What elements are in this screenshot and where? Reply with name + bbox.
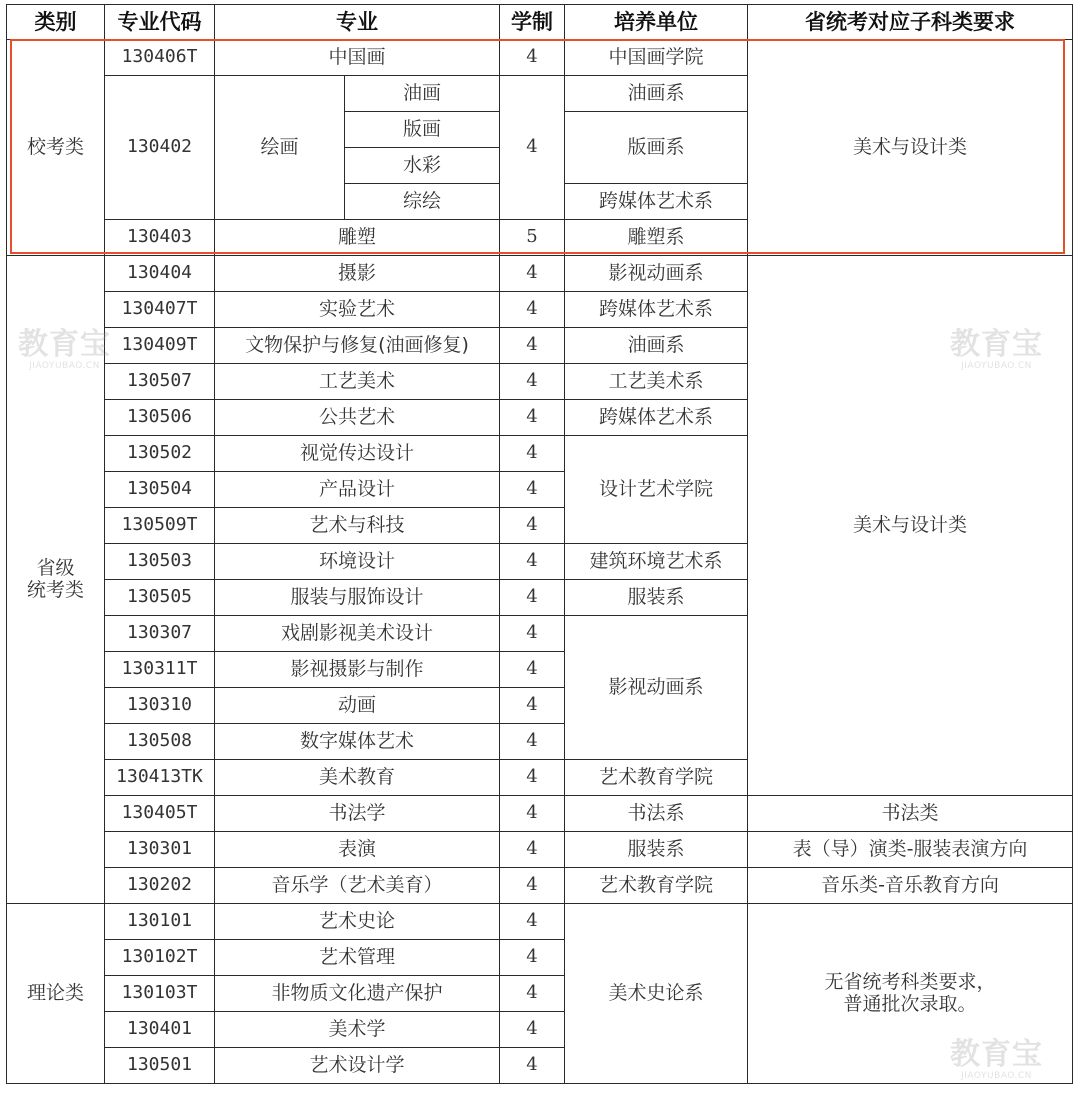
major-cell: 环境设计 [215, 544, 500, 580]
table-row [7, 40, 1073, 76]
code-cell: 130402 [105, 76, 215, 220]
requirement-cell [748, 904, 1073, 1084]
code-cell: 130501 [105, 1048, 215, 1084]
major-cell: 中国画 [215, 40, 500, 76]
code-cell: 130102T [105, 940, 215, 976]
years-cell: 4 [500, 940, 565, 976]
unit-cell: 影视动画系 [565, 616, 748, 760]
years-cell: 4 [500, 904, 565, 940]
code-cell: 130401 [105, 1012, 215, 1048]
code-cell: 130311T [105, 652, 215, 688]
years-cell: 5 [500, 220, 565, 256]
major-cell: 公共艺术 [215, 400, 500, 436]
years-cell: 4 [500, 328, 565, 364]
code-cell: 130413TK [105, 760, 215, 796]
years-cell: 4 [500, 436, 565, 472]
years-cell: 4 [500, 760, 565, 796]
unit-cell: 影视动画系 [565, 256, 748, 292]
major-cell: 视觉传达设计 [215, 436, 500, 472]
unit-cell: 服装系 [565, 832, 748, 868]
unit-cell: 设计艺术学院 [565, 436, 748, 544]
major-table-container [6, 4, 1073, 1084]
code-cell: 130103T [105, 976, 215, 1012]
years-cell: 4 [500, 580, 565, 616]
unit-cell: 服装系 [565, 580, 748, 616]
years-cell: 4 [500, 976, 565, 1012]
major-cell: 产品设计 [215, 472, 500, 508]
major-cell: 音乐学（艺术美育） [215, 868, 500, 904]
requirement-cell: 美术与设计类 [748, 256, 1073, 796]
years-cell: 4 [500, 544, 565, 580]
code-cell: 130508 [105, 724, 215, 760]
years-cell: 4 [500, 364, 565, 400]
header-code: 专业代码 [105, 5, 215, 40]
major-table [6, 4, 1073, 1084]
years-cell: 4 [500, 472, 565, 508]
sub-major-cell: 版画 [345, 112, 500, 148]
code-cell: 130509T [105, 508, 215, 544]
header-unit: 培养单位 [565, 5, 748, 40]
major-cell: 戏剧影视美术设计 [215, 616, 500, 652]
table-row [7, 796, 1073, 832]
years-cell: 4 [500, 1012, 565, 1048]
requirement-cell: 书法类 [748, 796, 1073, 832]
years-cell: 4 [500, 832, 565, 868]
years-cell: 4 [500, 796, 565, 832]
major-cell: 艺术与科技 [215, 508, 500, 544]
code-cell: 130502 [105, 436, 215, 472]
unit-cell: 版画系 [565, 112, 748, 184]
code-cell: 130507 [105, 364, 215, 400]
table-row [7, 868, 1073, 904]
sub-major-cell: 水彩 [345, 148, 500, 184]
years-cell: 4 [500, 76, 565, 220]
major-cell: 动画 [215, 688, 500, 724]
major-cell: 实验艺术 [215, 292, 500, 328]
major-cell: 美术教育 [215, 760, 500, 796]
header-major: 专业 [215, 5, 500, 40]
unit-cell: 跨媒体艺术系 [565, 184, 748, 220]
sub-major-cell: 油画 [345, 76, 500, 112]
category-cell [7, 256, 105, 904]
table-row [7, 256, 1073, 292]
major-cell: 艺术史论 [215, 904, 500, 940]
years-cell: 4 [500, 292, 565, 328]
major-cell: 绘画 [215, 76, 345, 220]
years-cell: 4 [500, 508, 565, 544]
sub-major-cell: 综绘 [345, 184, 500, 220]
requirement-cell: 表（导）演类-服装表演方向 [748, 832, 1073, 868]
years-cell: 4 [500, 1048, 565, 1084]
code-cell: 130405T [105, 796, 215, 832]
years-cell: 4 [500, 868, 565, 904]
years-cell: 4 [500, 256, 565, 292]
code-cell: 130406T [105, 40, 215, 76]
major-cell: 表演 [215, 832, 500, 868]
code-cell: 130404 [105, 256, 215, 292]
years-cell: 4 [500, 652, 565, 688]
major-cell: 服装与服饰设计 [215, 580, 500, 616]
watermark-url: JIAOYUBAO.CN [961, 1071, 1032, 1081]
unit-cell: 跨媒体艺术系 [565, 292, 748, 328]
unit-cell: 书法系 [565, 796, 748, 832]
major-cell: 影视摄影与制作 [215, 652, 500, 688]
unit-cell: 艺术教育学院 [565, 868, 748, 904]
table-row [7, 904, 1073, 940]
unit-cell: 雕塑系 [565, 220, 748, 256]
header-requirement: 省统考对应子科类要求 [748, 5, 1073, 40]
unit-cell: 油画系 [565, 328, 748, 364]
unit-cell: 美术史论系 [565, 904, 748, 1084]
code-cell: 130505 [105, 580, 215, 616]
major-cell: 艺术管理 [215, 940, 500, 976]
years-cell: 4 [500, 616, 565, 652]
major-cell: 艺术设计学 [215, 1048, 500, 1084]
code-cell: 130503 [105, 544, 215, 580]
major-cell: 美术学 [215, 1012, 500, 1048]
major-cell: 工艺美术 [215, 364, 500, 400]
code-cell: 130409T [105, 328, 215, 364]
major-cell: 非物质文化遗产保护 [215, 976, 500, 1012]
category-line: 省级 [36, 556, 75, 579]
years-cell: 4 [500, 40, 565, 76]
code-cell: 130310 [105, 688, 215, 724]
unit-cell: 工艺美术系 [565, 364, 748, 400]
category-line: 统考类 [26, 578, 84, 601]
code-cell: 130101 [105, 904, 215, 940]
major-cell: 雕塑 [215, 220, 500, 256]
table-row [7, 832, 1073, 868]
watermark-url: JIAOYUBAO.CN [29, 361, 100, 371]
code-cell: 130504 [105, 472, 215, 508]
major-cell: 数字媒体艺术 [215, 724, 500, 760]
requirement-line: 无省统考科类要求， [824, 970, 996, 993]
watermark-name: 教育宝 [18, 327, 111, 362]
unit-cell: 油画系 [565, 76, 748, 112]
watermark-name: 教育宝 [950, 327, 1043, 362]
years-cell: 4 [500, 400, 565, 436]
code-cell: 130301 [105, 832, 215, 868]
category-cell: 校考类 [7, 40, 105, 256]
major-cell: 书法学 [215, 796, 500, 832]
major-cell: 摄影 [215, 256, 500, 292]
header-years: 学制 [500, 5, 565, 40]
code-cell: 130307 [105, 616, 215, 652]
code-cell: 130403 [105, 220, 215, 256]
unit-cell: 艺术教育学院 [565, 760, 748, 796]
watermark-url: JIAOYUBAO.CN [961, 361, 1032, 371]
header-row [7, 5, 1073, 40]
unit-cell: 中国画学院 [565, 40, 748, 76]
requirement-cell: 美术与设计类 [748, 40, 1073, 256]
code-cell: 130202 [105, 868, 215, 904]
years-cell: 4 [500, 688, 565, 724]
code-cell: 130407T [105, 292, 215, 328]
code-cell: 130506 [105, 400, 215, 436]
requirement-line: 普通批次录取。 [843, 992, 977, 1015]
requirement-cell: 音乐类-音乐教育方向 [748, 868, 1073, 904]
watermark-name: 教育宝 [950, 1037, 1043, 1072]
unit-cell: 跨媒体艺术系 [565, 400, 748, 436]
category-cell: 理论类 [7, 904, 105, 1084]
unit-cell: 建筑环境艺术系 [565, 544, 748, 580]
header-category: 类别 [7, 5, 105, 40]
major-cell: 文物保护与修复(油画修复) [215, 328, 500, 364]
years-cell: 4 [500, 724, 565, 760]
